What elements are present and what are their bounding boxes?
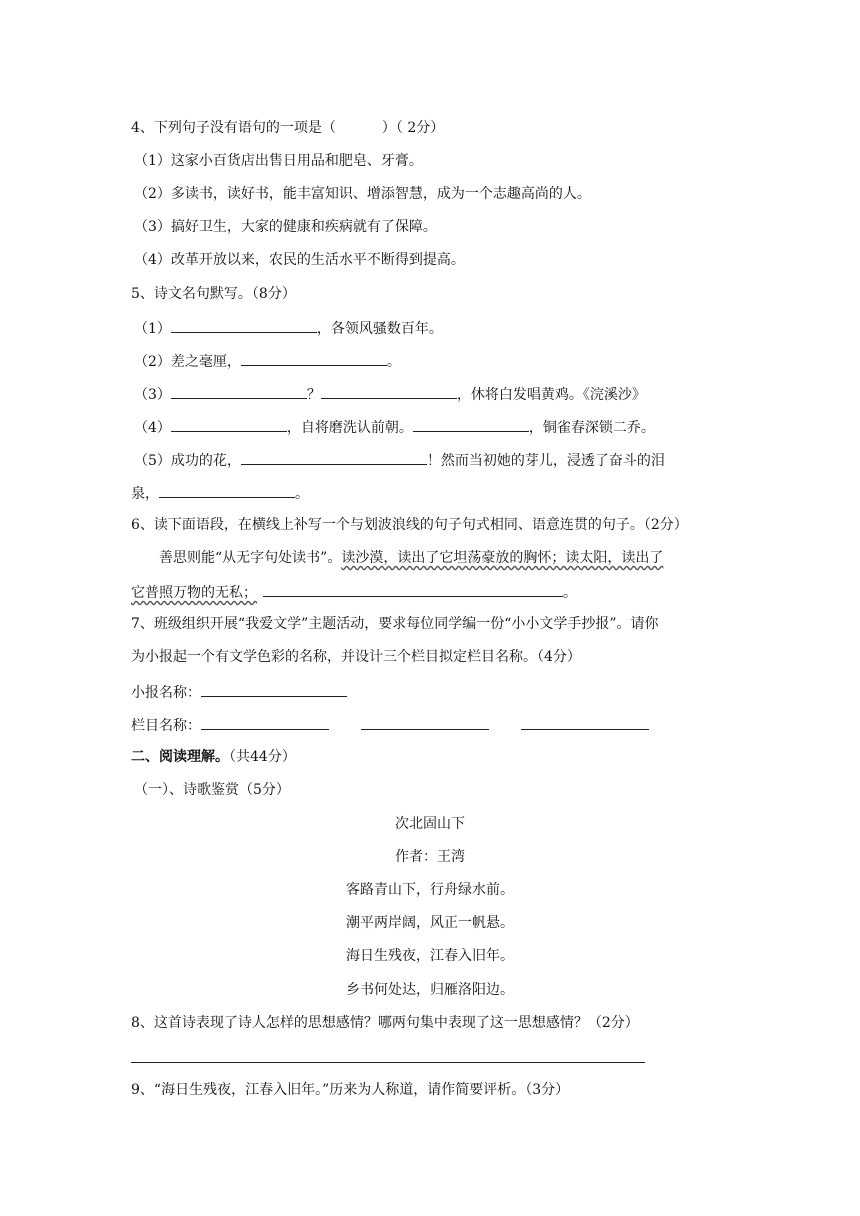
q7-name-blank[interactable]	[201, 681, 347, 697]
section2-score: （共44分）	[229, 749, 296, 765]
q4-option-2: （2）多读书，读好书，能丰富知识、增添智慧，成为一个志趣高尚的人。	[134, 186, 591, 202]
q5-item-3-mid: ？	[306, 387, 321, 403]
q5-item-2	[134, 350, 401, 372]
q5-item-1-suffix: ，各领风骚数百年。	[316, 321, 443, 337]
poem-line-1: 客路青山下，行舟绿水前。	[346, 882, 514, 898]
q5-item-5-cont-suffix: 。	[295, 486, 309, 502]
q5-item-2-prefix: （2）差之毫厘，	[134, 354, 241, 370]
q5-blank-3b[interactable]	[321, 383, 457, 399]
q4-option-4: （4）改革开放以来，农民的生活水平不断得到提高。	[134, 252, 465, 268]
q5-item-5-prefix: （5）成功的花，	[134, 453, 241, 469]
q4-option-3: （3）搞好卫生，大家的健康和疾病就有了保障。	[134, 219, 437, 235]
q7-name-line	[131, 681, 347, 703]
q6-passage-line-1	[159, 548, 663, 568]
q5-stem: 5、诗文名句默写。（8分）	[131, 286, 296, 302]
q5-item-5	[134, 449, 665, 471]
q6-stem: 6、读下面语段，在横线上补写一个与划波浪线的句子句式相同、语意连贯的句子。（2分）	[131, 517, 688, 533]
q4-option-1: （1）这家小百货店出售日用品和肥皂、牙膏。	[134, 153, 423, 169]
section2-heading: 二、阅读理解。	[131, 749, 229, 765]
q5-blank-6[interactable]	[159, 482, 295, 498]
section2-sub1: （一）、诗歌鉴赏（5分）	[134, 782, 290, 798]
q4-paren-close: ）	[381, 120, 396, 136]
q7-column-label: 栏目名称：	[131, 718, 201, 734]
poem-title: 次北固山下	[395, 816, 465, 832]
q5-item-3-suffix: ，休将白发唱黄鸡。《浣溪沙》	[456, 387, 646, 403]
q5-blank-1[interactable]	[171, 317, 317, 333]
q4-stem-line	[131, 118, 444, 138]
section2-heading-line	[131, 747, 296, 767]
q4-stem: 4、下列句子没有语句的一项是（	[131, 120, 336, 136]
q5-item-1	[134, 317, 443, 339]
q5-item-4	[134, 416, 655, 438]
q6-passage-line-2	[131, 581, 577, 603]
q5-blank-4a[interactable]	[171, 416, 287, 432]
q5-blank-5[interactable]	[241, 449, 427, 465]
q5-item-3-prefix: （3）	[134, 387, 171, 403]
poem-author: 作者：王湾	[395, 849, 465, 865]
q5-blank-4b[interactable]	[413, 416, 529, 432]
q4-score: （ 2分）	[395, 120, 445, 136]
q6-passage-wavy-2: 它普照万物的无私；	[131, 585, 257, 601]
q6-blank[interactable]	[263, 581, 563, 597]
q7-column-blank-3[interactable]	[521, 714, 649, 730]
q7-column-blank-2[interactable]	[361, 714, 489, 730]
q7-name-label: 小报名称：	[131, 685, 201, 701]
poem-line-2: 潮平两岸阔，风正一帆悬。	[346, 915, 514, 931]
q7-stem-line-2: 为小报起一个有文学色彩的名称，并设计三个栏目拟定栏目名称。（4分）	[131, 649, 581, 665]
q5-blank-3a[interactable]	[171, 383, 307, 399]
q8-stem: 8、这首诗表现了诗人怎样的思想感情？哪两句集中表现了这一思想感情？（2分）	[131, 1015, 639, 1031]
q7-column-blank-1[interactable]	[201, 714, 329, 730]
q6-passage-end: 。	[563, 585, 577, 601]
q5-item-5-cont	[131, 482, 309, 504]
poem-line-3: 海日生残夜，江春入旧年。	[346, 948, 514, 964]
q5-item-5-cont-prefix: 泉，	[131, 486, 159, 502]
poem-line-4: 乡书何处达，归雁洛阳边。	[346, 982, 514, 998]
q5-item-4-mid: ，自将磨洗认前朝。	[286, 420, 413, 436]
q7-column-line	[131, 714, 649, 736]
q5-blank-2[interactable]	[241, 350, 387, 366]
q9-stem: 9、“海日生残夜，江春入旧年。”历来为人称道，请作简要评析。（3分）	[131, 1082, 570, 1098]
q5-item-4-suffix: ，铜雀春深锁二乔。	[528, 420, 655, 436]
q8-answer-line[interactable]	[131, 1062, 645, 1063]
q6-passage-plain: 善思则能“从无字句处读书”。	[159, 550, 342, 566]
q5-item-2-suffix: 。	[386, 354, 401, 370]
q5-item-1-prefix: （1）	[134, 321, 171, 337]
q5-item-4-prefix: （4）	[134, 420, 171, 436]
q6-passage-wavy-1: 读沙漠，读出了它坦荡豪放的胸怀；读太阳，读出了	[341, 550, 664, 566]
q7-stem-line-1: 7、班级组织开展“我爱文学”主题活动，要求每位同学编一份“小小文学手抄报”。请你	[131, 616, 659, 632]
q5-item-5-suffix: ！然而当初她的芽儿，浸透了奋斗的泪	[426, 453, 665, 469]
q5-item-3	[134, 383, 646, 405]
